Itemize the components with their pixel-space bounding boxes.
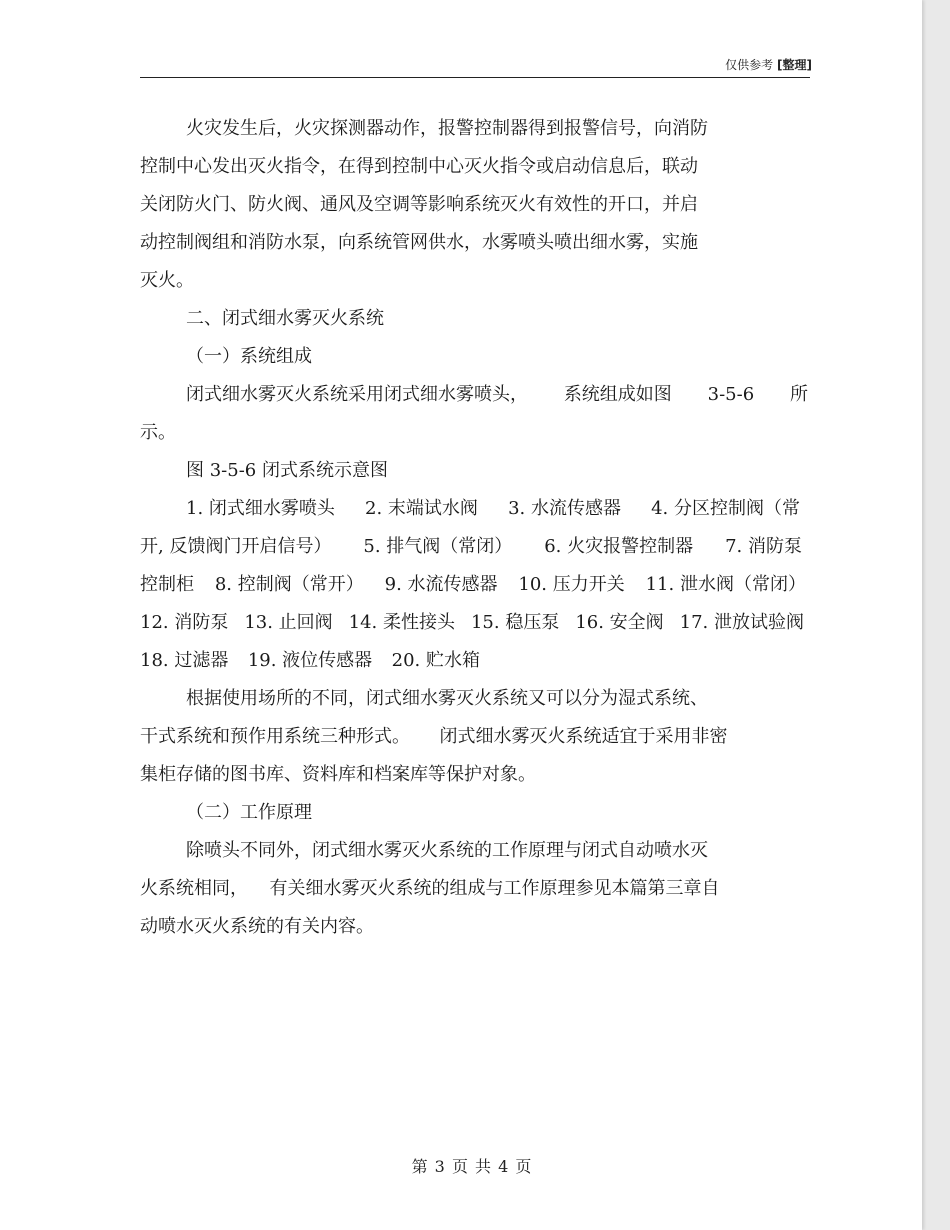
paragraph-4-line-1: 除喷头不同外，闭式细水雾灭火系统的工作原理与闭式自动喷水灭	[186, 840, 708, 861]
paragraph-1-line-1: 火灾发生后，火灾探测器动作，报警控制器得到报警信号，向消防	[186, 118, 708, 139]
legend-item: 15. 稳压泵	[470, 612, 560, 633]
legend-item: 19. 液位传感器	[247, 650, 373, 671]
figure-caption: 图 3-5-6 闭式系统示意图	[186, 460, 388, 481]
paragraph-1-line-2: 控制中心发出灭火指令，在得到控制中心灭火指令或启动信息后，联动	[140, 156, 698, 177]
header-note-prefix: 仅供参考	[725, 58, 774, 72]
paragraph-1-line-4: 动控制阀组和消防水泵，向系统管网供水，水雾喷头喷出细水雾，实施	[140, 232, 698, 253]
legend-item: 17. 泄放试验阀	[679, 612, 804, 633]
legend-line-3	[140, 566, 806, 604]
paragraph-3-part-a: 干式系统和预作用系统三种形式。	[140, 726, 410, 747]
legend-item: 12. 消防泵	[140, 612, 229, 633]
legend-item: 13. 止回阀	[244, 612, 333, 633]
paragraph-2-part-c: 3-5-6	[707, 384, 755, 405]
body-text	[140, 110, 820, 946]
legend-item: 9. 水流传感器	[384, 574, 498, 595]
paragraph-2-line-2: 示。	[140, 422, 176, 443]
paragraph-3-line-1: 根据使用场所的不同，闭式细水雾灭火系统又可以分为湿式系统、	[186, 688, 708, 709]
paragraph-4-line-3: 动喷水灭火系统的有关内容。	[140, 916, 374, 937]
legend-item: 11. 泄水阀（常闭）	[645, 574, 806, 595]
header-rule	[140, 77, 810, 78]
header-note	[725, 56, 812, 73]
legend-item: 6. 火灾报警控制器	[544, 536, 694, 557]
legend-item: 16. 安全阀	[575, 612, 664, 633]
header-note-tag: [整理]	[777, 58, 812, 72]
legend-item: 1. 闭式细水雾喷头	[186, 498, 335, 519]
paragraph-3-line-2	[140, 718, 820, 756]
paragraph-2-part-a: 闭式细水雾灭火系统采用闭式细水雾喷头，	[186, 384, 528, 405]
paragraph-4-line-2	[140, 870, 820, 908]
legend-line-4	[140, 604, 804, 642]
paragraph-3-part-b: 闭式细水雾灭火系统适宜于采用非密	[439, 726, 728, 747]
paragraph-4-part-a: 火系统相同，	[140, 878, 248, 899]
paragraph-2-line-1	[140, 376, 808, 414]
legend-item: 4. 分区控制阀（常	[651, 498, 800, 519]
subsection-heading-2: （二）工作原理	[186, 802, 312, 823]
legend-line-5	[140, 642, 820, 680]
legend-item: 8. 控制阀（常开）	[214, 574, 364, 595]
legend-item: 7. 消防泵	[725, 536, 802, 557]
legend-item: 开, 反馈阀门开启信号）	[140, 536, 332, 557]
paragraph-3-line-3: 集柜存储的图书库、资料库和档案库等保护对象。	[140, 764, 536, 785]
section-heading-2: 二、闭式细水雾灭火系统	[186, 308, 384, 329]
legend-item: 2. 末端试水阀	[365, 498, 478, 519]
legend-item: 10. 压力开关	[518, 574, 625, 595]
legend-item: 14. 柔性接头	[348, 612, 456, 633]
legend-line-1	[140, 490, 800, 528]
subsection-heading-1: （一）系统组成	[186, 346, 312, 367]
paragraph-2-part-d: 所	[789, 384, 808, 405]
paragraph-2-part-b: 系统组成如图	[563, 384, 672, 405]
legend-item: 控制柜	[140, 574, 194, 595]
paragraph-1-line-3: 关闭防火门、防火阀、通风及空调等影响系统灭火有效性的开口，并启	[140, 194, 698, 215]
legend-item: 5. 排气阀（常闭）	[363, 536, 513, 557]
legend-item: 18. 过滤器	[140, 650, 229, 671]
paragraph-1-line-5: 灭火。	[140, 270, 194, 291]
legend-line-2	[140, 528, 802, 566]
legend-item: 20. 贮水箱	[391, 650, 481, 671]
legend-item: 3. 水流传感器	[508, 498, 621, 519]
paragraph-4-part-b: 有关细水雾灭火系统的组成与工作原理参见本篇第三章自	[269, 878, 720, 899]
page-footer: 第 3 页 共 4 页	[411, 1157, 533, 1176]
